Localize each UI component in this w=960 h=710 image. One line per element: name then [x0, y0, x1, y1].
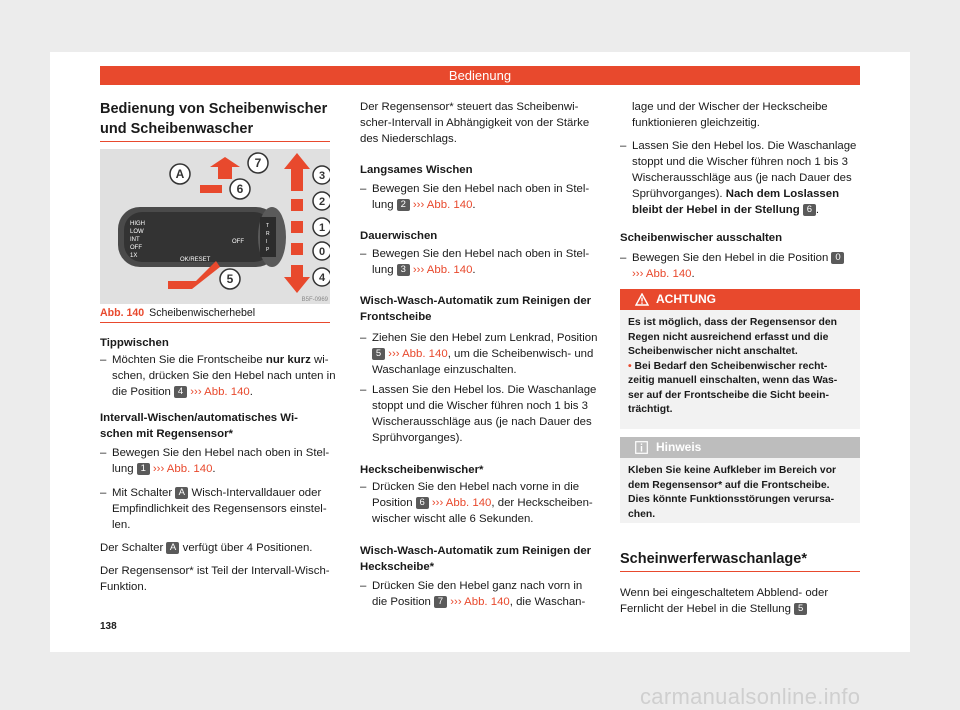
callout-6: 6 — [236, 182, 244, 196]
warn-line-6: ser auf der Frontscheibe die Sicht beein- — [628, 389, 829, 401]
col2-intro — [360, 99, 605, 147]
las-text-a: Lassen Sie den Hebel los. Die Waschanlage — [632, 140, 857, 152]
heck-text-d: wischer wischt alle 6 Sekunden. — [372, 513, 534, 525]
heading-heck: Heckscheibenwischer* — [360, 464, 484, 476]
heading-intervall-line1: Intervall-Wischen/automatisches Wi- — [100, 412, 298, 424]
callout-0: 0 — [318, 246, 326, 258]
position-badge: 5 — [372, 348, 385, 360]
dauer-text-a: Bewegen Sie den Hebel nach oben in Stel- — [372, 248, 590, 260]
langsam-item: – Bewegen Sie den Hebel nach oben in Stel- lung 2 ››› Abb. 140. — [360, 183, 590, 211]
wwh-text-c: , die Waschan- — [509, 596, 586, 608]
heading-rule — [620, 571, 860, 572]
heading-ausschalten: Scheibenwischer ausschalten — [620, 232, 783, 244]
heck-text-c: , der Heckscheiben- — [491, 497, 593, 509]
col2-intro-3: des Niederschlags. — [360, 133, 457, 145]
figure-ref-link[interactable]: ››› Abb. 140 — [412, 199, 473, 211]
col3-cont-2: funktionieren gleichzeitig. — [632, 117, 760, 129]
wwa2-text-d: Sprühvorganges). — [372, 432, 463, 444]
int1-text-a: Bewegen Sie den Hebel nach oben in Stel- — [112, 447, 330, 459]
figure-ref-link[interactable]: ››› Abb. 140 — [450, 596, 510, 608]
callout-7: 7 — [254, 156, 262, 170]
note-title: Hinweis — [656, 440, 702, 454]
callout-A: A — [175, 167, 185, 181]
note-header — [620, 437, 860, 458]
caption-abb: Abb. 140 — [100, 307, 145, 319]
heading-intervall — [100, 410, 340, 442]
heading-langsam: Langsames Wischen — [360, 164, 473, 176]
position-badge: 4 — [174, 386, 187, 398]
heck-text-b: Position — [372, 497, 413, 509]
note-box — [620, 437, 860, 523]
heading-tippwischen: Tippwischen — [100, 337, 169, 349]
heading-wwa-front-2: Frontscheibe — [360, 311, 432, 323]
ausschalten-item: – Bewegen Sie den Hebel in die Position 0 ››› Abb. 140. — [620, 250, 865, 282]
callout-2: 2 — [318, 196, 326, 208]
col2-intro-2: scher-Intervall in Abhängigkeit von der Stärke — [360, 117, 590, 129]
scheinwerfer-paragraph — [620, 585, 865, 617]
position-badge: 1 — [137, 463, 150, 475]
wwa2-text-a: Lassen Sie den Hebel los. Die Waschanlage — [372, 384, 597, 396]
heading-scheinwerfer: Scheinwerferwaschanlage* — [620, 551, 807, 567]
col3-cont-1: lage und der Wischer der Heckscheibe — [632, 101, 828, 113]
heading-dauer: Dauerwischen — [360, 230, 438, 242]
figure-ref-link[interactable]: ››› Abb. 140 — [190, 386, 250, 398]
switch-badge: A — [166, 542, 179, 554]
callout-4: 4 — [318, 272, 326, 284]
switch-trip-i: I — [266, 239, 268, 245]
heading-wwa-front-1: Wisch-Wasch-Automatik zum Reinigen der — [360, 295, 592, 307]
wiper-lever-figure — [100, 149, 330, 304]
heading-wwa-front — [360, 293, 610, 325]
note-line-3: Dies könnte Funktionsstörungen verursa- — [628, 494, 835, 505]
note-body — [620, 458, 860, 528]
wwa2-text-b: stoppt und die Wischer führen noch 1 bis 3 — [372, 400, 588, 412]
tipp-text-e: die Position — [112, 386, 171, 398]
switch-off-2: OFF — [232, 239, 244, 245]
callout-3: 3 — [318, 170, 326, 182]
warn-line-1: Es ist möglich, dass der Regensensor den — [628, 317, 838, 328]
switch-int: INT — [130, 237, 140, 243]
p2-text-b: Funktion. — [100, 581, 147, 593]
switch-high: HIGH — [130, 221, 145, 227]
las-text-d: Sprühvorganges). — [632, 188, 726, 200]
las-text-b: stoppt und die Wischer führen noch 1 bis 3 — [632, 156, 848, 168]
int2-text-b: Wisch-Intervalldauer oder — [191, 487, 322, 499]
switch-okreset: OK/RESET — [180, 257, 211, 263]
int2-text-a: Mit Schalter — [112, 487, 173, 499]
note-line-2: dem Regensensor* auf die Frontscheibe. — [628, 479, 830, 491]
loslassen-item: – Lassen Sie den Hebel los. Die Waschanlage stoppt und die Wischer führen noch 1 bis 3 Wischerausschläge aus (je nach Dauer des Sprühvorganges). Nach dem Loslassen bleibt der Hebel in der Stellung 6 . — [620, 140, 857, 216]
figure-code: B5F-0969 — [301, 297, 328, 303]
wwh-text-a: Drücken Sie den Hebel ganz nach vorn in — [372, 580, 583, 592]
title-rule — [100, 141, 330, 142]
int2-text-c: Empfindlichkeit des Regensensors einstel- — [112, 503, 327, 515]
warning-body — [620, 310, 860, 424]
tipp-text-d: schen, drücken Sie den Hebel nach unten in — [112, 370, 336, 382]
switch-trip-t: T — [266, 223, 270, 229]
p1-text-a: Der Schalter — [100, 542, 164, 554]
note-line-1: Kleben Sie keine Aufkleber im Bereich vor — [628, 465, 837, 476]
warn-line-7: trächtigt. — [628, 404, 673, 415]
aus-text-a: Bewegen Sie den Hebel in die Position — [632, 252, 829, 264]
position-badge: 0 — [831, 252, 844, 264]
s-line-2: Fernlicht der Hebel in die Stellung — [620, 603, 791, 615]
position-badge: 6 — [416, 497, 429, 509]
heading-wwa-heck-1: Wisch-Wasch-Automatik zum Reinigen der — [360, 545, 592, 557]
caption-rule — [100, 322, 330, 323]
position-badge: 7 — [434, 596, 447, 608]
int2-text-d: len. — [112, 519, 131, 531]
p1-text-b: verfügt über 4 Positionen. — [182, 542, 313, 554]
tipp-text-c: wi- — [310, 354, 329, 366]
las-text-bold-2: bleibt der Hebel in der Stellung — [632, 204, 800, 216]
info-icon — [635, 441, 648, 454]
heading-wwa-heck-2: Heckscheibe* — [360, 561, 435, 573]
tipp-item: – Möchten Sie die Frontscheibe nur kurz wi- schen, drücken Sie den Hebel nach unten in die Position 4 ››› Abb. 140. — [100, 354, 336, 398]
heck-text-a: Drücken Sie den Hebel nach vorne in die — [372, 481, 580, 493]
dauer-text-b: lung — [372, 264, 394, 276]
warn-line-2: Regen nicht ausreichend erfasst und die — [628, 331, 829, 343]
figure-caption — [100, 306, 330, 320]
wwh-text-b: die Position — [372, 596, 431, 608]
wwa1-text-c: Waschanlage einzuschalten. — [372, 364, 517, 376]
figure-ref-link[interactable]: ››› Abb. 140 — [388, 348, 448, 360]
s-line-1: Wenn bei eingeschaltetem Abblend- oder — [620, 587, 829, 599]
switch-1x: 1X — [130, 253, 138, 259]
heading-wwa-heck — [360, 543, 610, 575]
paragraph-schalter — [100, 540, 340, 556]
callout-5: 5 — [226, 272, 234, 286]
figure-ref-link[interactable]: ››› Abb. 140 — [412, 264, 473, 276]
warning-title: ACHTUNG — [656, 292, 716, 306]
paragraph-regensensor — [100, 563, 340, 595]
switch-trip-r: R — [266, 231, 270, 237]
wwa-item-1: – Ziehen Sie den Hebel zum Lenkrad, Position 5 ››› Abb. 140, um die Scheibenwisch- und Waschanlage einzuschalten. — [360, 332, 598, 376]
note-line-4: chen. — [628, 508, 656, 520]
wwa1-text-a: Ziehen Sie den Hebel zum Lenkrad, Position — [372, 332, 598, 344]
position-badge: 6 — [803, 204, 816, 216]
lang-text-a: Bewegen Sie den Hebel nach oben in Stel- — [372, 183, 590, 195]
p2-text-a: Der Regensensor* ist Teil der Intervall-Wisch- — [100, 565, 330, 577]
heck-item: – Drücken Sie den Hebel nach vorne in die Position 6 ››› Abb. 140, der Heckscheiben- wischer wischt alle 6 Sekunden. — [360, 481, 593, 525]
dauer-item: – Bewegen Sie den Hebel nach oben in Stel- lung 3 ››› Abb. 140. — [360, 248, 590, 276]
wwa1-text-b: , um die Scheibenwisch- und — [447, 348, 594, 360]
wiper-lever-illustration — [100, 149, 330, 304]
warning-box — [620, 289, 860, 429]
page-number: 138 — [100, 621, 117, 632]
wwa-item-2: – Lassen Sie den Hebel los. Die Waschanlage stoppt und die Wischer führen noch 1 bis 3 Wischerausschläge aus (je nach Dauer des Sprühvorganges). — [360, 384, 597, 444]
wwh-item: – Drücken Sie den Hebel ganz nach vorn in die Position 7 ››› Abb. 140, die Waschan- — [360, 580, 586, 608]
warning-header — [620, 289, 860, 310]
figure-ref-link[interactable]: ››› Abb. 140 — [152, 463, 213, 475]
heading-intervall-line2: schen mit Regensensor* — [100, 428, 233, 440]
wwa2-text-c: Wischerausschläge aus (je nach Dauer des — [372, 416, 592, 428]
warn-line-3: Scheibenwischer nicht anschaltet. — [628, 346, 798, 357]
lang-text-b: lung — [372, 199, 394, 211]
figure-ref-link[interactable]: ››› Abb. 140 — [632, 268, 692, 280]
callout-1: 1 — [318, 222, 326, 234]
int1-text-b: lung — [112, 463, 134, 475]
warning-triangle-icon — [635, 293, 649, 306]
col2-intro-1: Der Regensensor* steuert das Scheibenwi- — [360, 101, 579, 113]
col3-continuation — [632, 99, 872, 131]
switch-off: OFF — [130, 245, 142, 251]
warn-line-4: Bei Bedarf den Scheibenwischer recht- — [634, 360, 828, 372]
las-text-c: Wischerausschläge aus (je nach Dauer des — [632, 172, 852, 184]
switch-low: LOW — [130, 229, 144, 235]
bullet-icon: • — [628, 360, 632, 372]
page-header: Bedienung — [100, 66, 860, 85]
switch-badge: A — [175, 487, 188, 499]
position-badge: 5 — [794, 603, 807, 615]
caption-text: Scheibenwischerhebel — [149, 307, 256, 319]
position-badge: 2 — [397, 199, 410, 211]
las-text-bold-1: Nach dem Loslassen — [725, 188, 840, 200]
intervall-item-1: – Bewegen Sie den Hebel nach oben in Stel- lung 1 ››› Abb. 140. — [100, 447, 330, 475]
section-title: Bedienung von Scheibenwischer und Scheibenwascher — [100, 101, 328, 137]
intervall-item-2: – Mit Schalter A Wisch-Intervalldauer oder Empfindlichkeit des Regensensors einstel- len. — [100, 487, 327, 531]
tipp-text-a: Möchten Sie die Frontscheibe — [112, 354, 266, 366]
watermark: carmanualsonline.info — [640, 684, 861, 709]
position-badge: 3 — [397, 264, 410, 276]
switch-trip-p: P — [266, 247, 270, 253]
figure-ref-link[interactable]: ››› Abb. 140 — [431, 497, 492, 509]
warn-line-5: zeitig manuell einschalten, wenn das Was- — [628, 375, 838, 386]
tipp-text-bold: nur kurz — [265, 354, 311, 366]
